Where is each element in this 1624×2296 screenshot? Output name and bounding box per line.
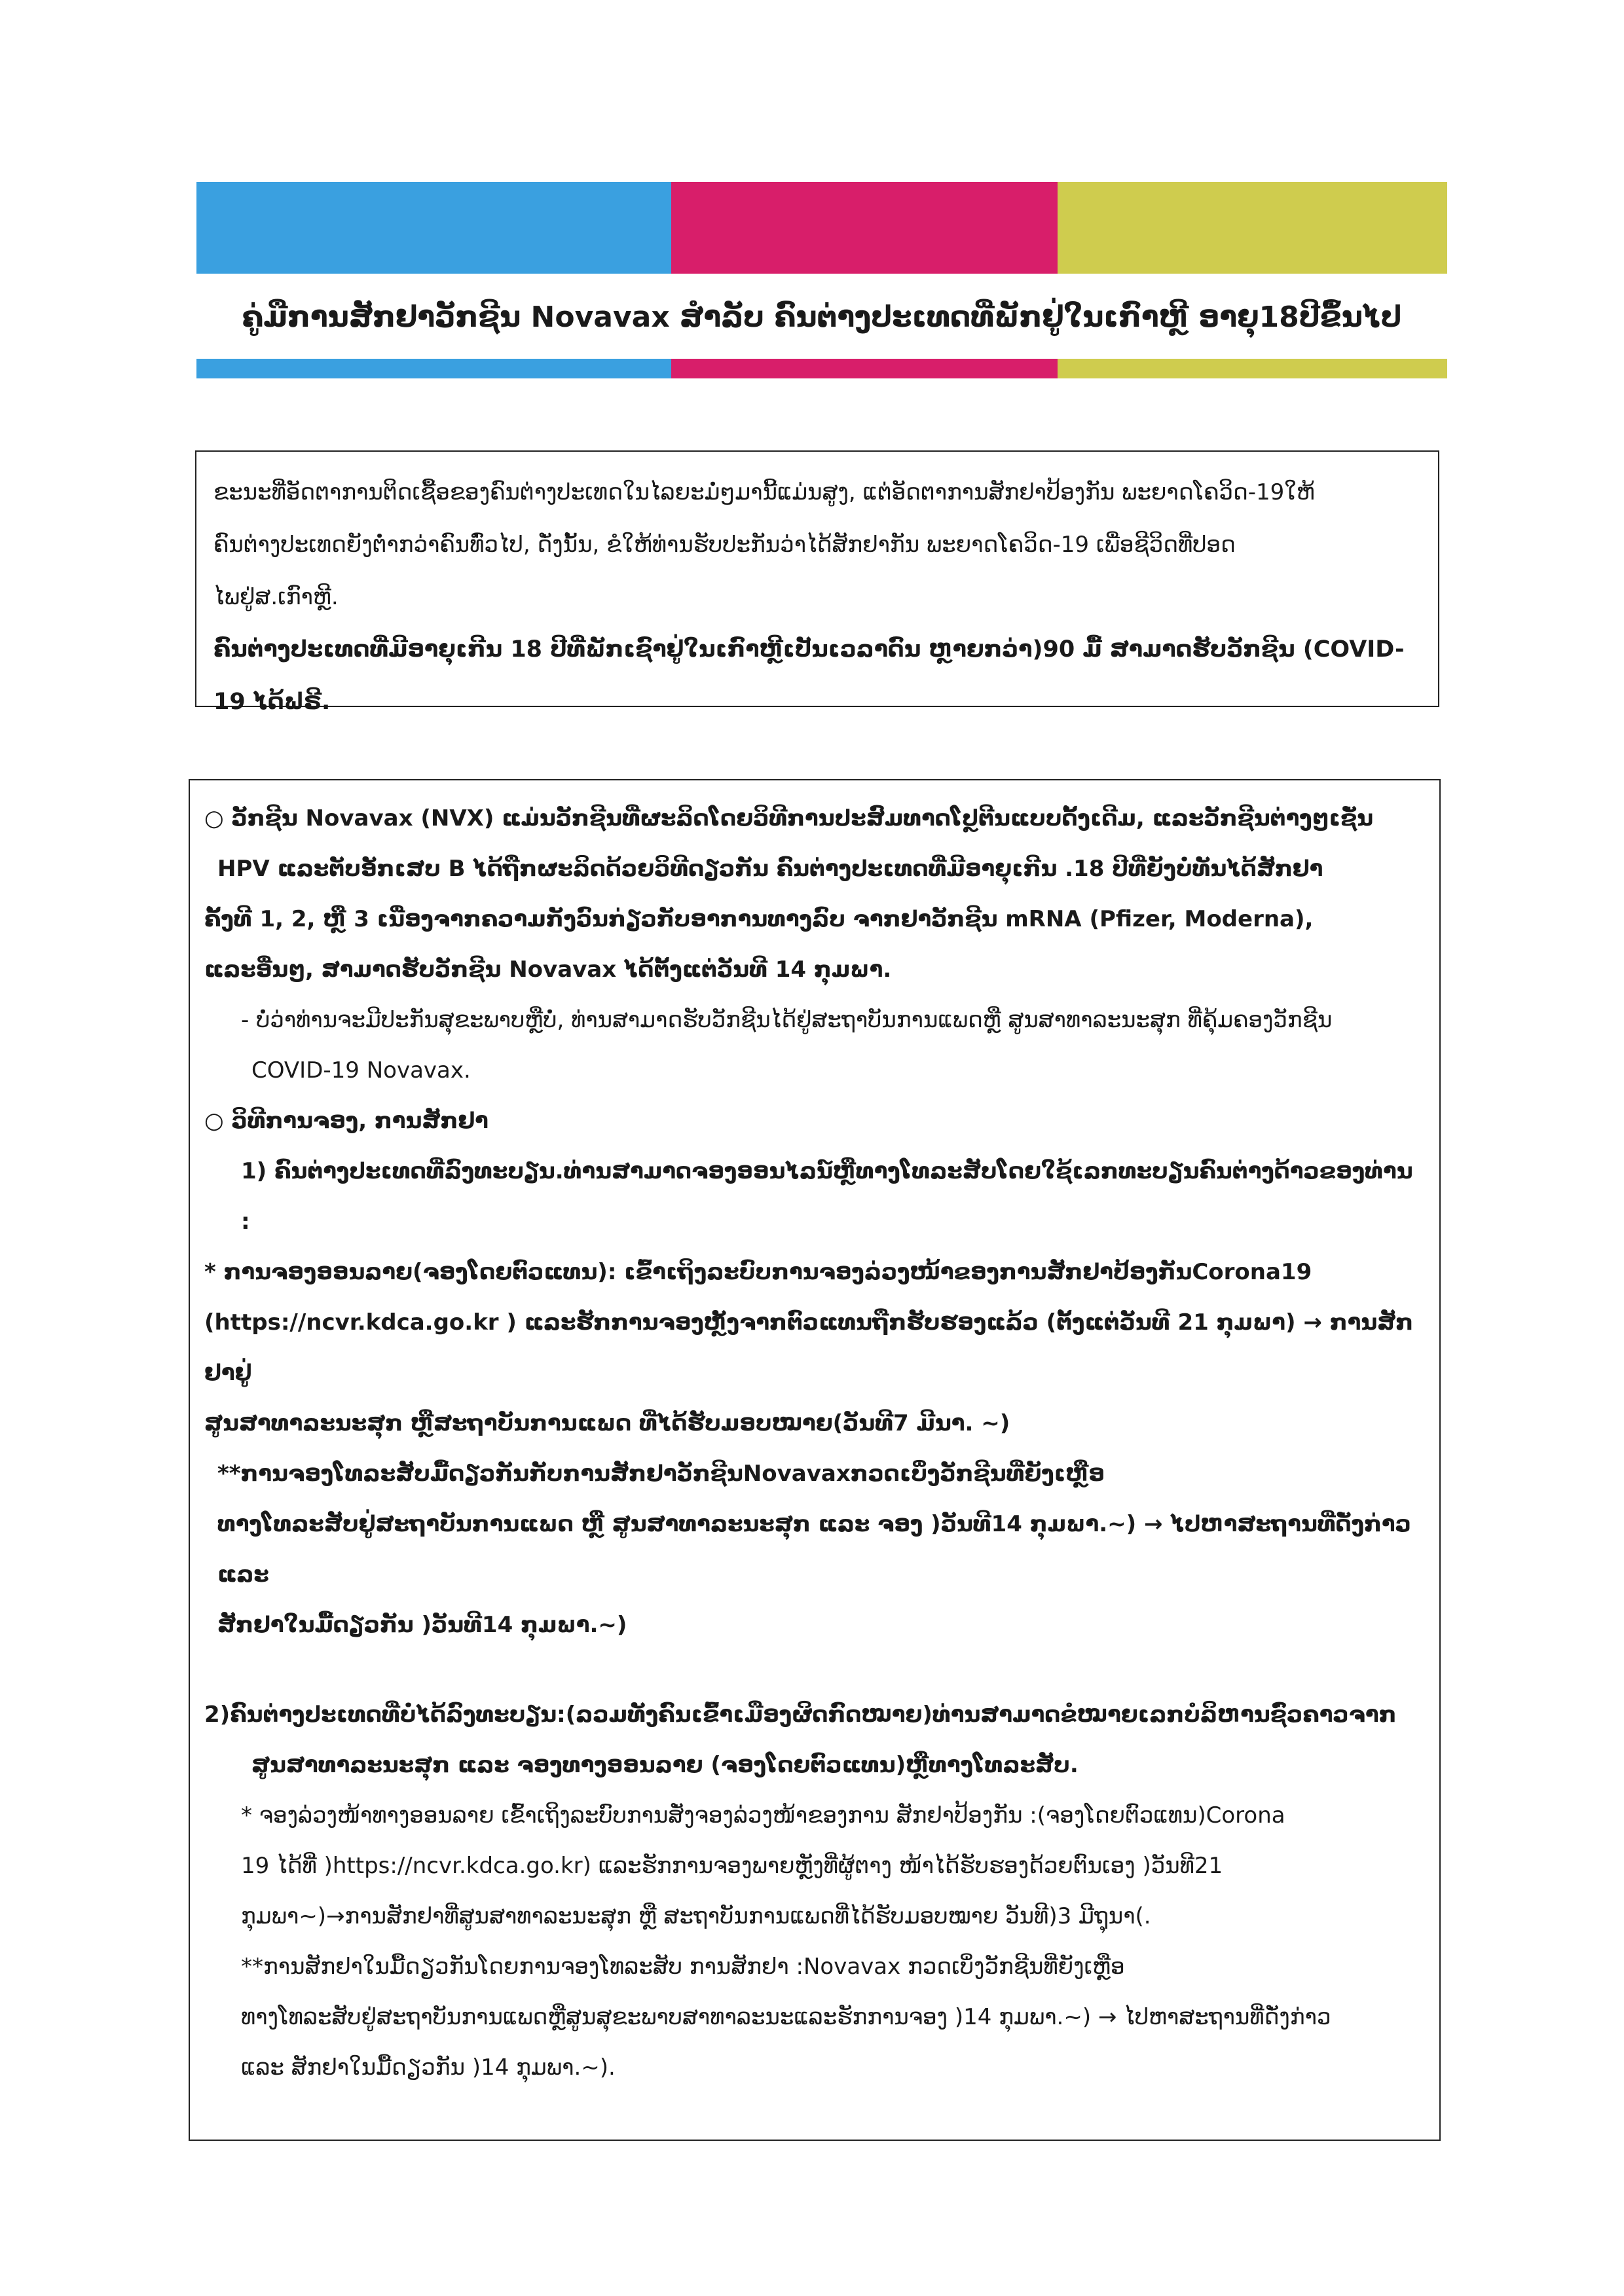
- intro-box: [195, 450, 1439, 715]
- step1-line: ສູນສາທາລະນະສຸກ ຫຼືສະຖາບັນການແພດ ທີ່ໄດ້ຮັບມອບໝາຍ(ວັນທີ7 ມີນາ. ~): [204, 1410, 1010, 1436]
- vaccine-info-line: HPV ແລະຕັບອັກເສບ B ໄດ້ຖືກຜະລິດດ້ວຍວິທີດຽວກັນ ຄົນຕ່າງປະເທດທີ່ມີອາຍຸເກີນ .18 ປີທີ່ຍັງບໍ່ທັນໄດ້ສັກຢາ: [217, 856, 1323, 882]
- band-blue: [196, 182, 671, 274]
- step2-line: 2)ຄົນຕ່າງປະເທດທີ່ບໍ່ໄດ້ລົງທະບຽນ:(ລວມທັງຄົນເຂົ້າເມືອງຜິດກົດໝາຍ)ທ່ານສາມາດຂໍໝາຍເລກບໍລິຫານຊົ່ວຄາວຈາກ: [204, 1702, 1397, 1728]
- header-underline-band: [196, 359, 1447, 378]
- step1-line: **ການຈອງໂທລະສັບມື້ດຽວກັນກັບການສັກຢາວັກຊີນNovavaxກວດເບິ່ງວັກຊີນທີ່ຍັງເຫຼືອ: [217, 1461, 1105, 1487]
- page-title: ຄູ່ມືການສັກຢາວັກຊີນ Novavax ສໍາລັບ ຄົນຕ່າງປະເທດທີ່ພັກຢູ່ໃນເກົາຫຼີ ອາຍຸ18ປີຂຶ້ນໄປ: [242, 301, 1402, 334]
- intro-line: ຄົນຕ່າງປະເທດຍັງຕໍ່າກວ່າຄົນທົ່ວໄປ, ດັ່ງນັ້ນ, ຂໍໃຫ້ທ່ານຮັບປະກັນວ່າໄດ້ສັກຢາກັນ ພະຍາດໂຄວິດ-19 ເພື່ອຊີວິດທີ່ປອດ: [213, 532, 1236, 558]
- step1-line: ສັກຢາໃນມື້ດຽວກັນ )ວັນທີ14 ກຸມພາ.~): [217, 1612, 627, 1638]
- header-color-band: [196, 182, 1447, 274]
- section-gap: [204, 1650, 1425, 1690]
- intro-eligibility: ຄົນຕ່າງປະເທດທີ່ມີອາຍຸເກີນ 18 ປີທີ່ພັກເຊົາຢູ່ໃນເກົາຫຼີເປັນເວລາດົນ ຫຼາຍກວ່າ)90 ມື້ ສາມາດຮັບວັກຊີນ (COVID-19 ໄດ້ຟຣີ.: [213, 636, 1405, 715]
- step1-line: 1) ຄົນຕ່າງປະເທດທີ່ລົງທະບຽນ.ທ່ານສາມາດຈອງອອນໄລນ໌ຫຼືທາງໂທລະສັບໂດຍໃຊ້ເລກທະບຽນຄົນຕ່າງດ້າວຂອງທ່ານ :: [241, 1158, 1413, 1235]
- step2-line: 19 ໄດ້ທີ່ )https://ncvr.kdca.go.kr) ແລະຮັກການຈອງພາຍຫຼັງທີ່ຜູ້ຕາງ ໜ້າໄດ້ຮັບຮອງດ້ວຍຕົນເອງ )ວັນທີ21: [241, 1853, 1223, 1879]
- insurance-note: - ບໍ່ວ່າທ່ານຈະມີປະກັນສຸຂະພາບຫຼືບໍ່, ທ່ານສາມາດຮັບວັກຊີນໄດ້ຢູ່ສະຖາບັນການແພດຫຼື ສູນສາທາລະນະສຸກ ທີ່ຄຸ້ມຄອງວັກຊີນ: [241, 1007, 1333, 1033]
- main-content-box: [189, 779, 1441, 2141]
- method-heading: ○ ວິທີການຈອງ, ການສັກຢາ: [204, 1108, 489, 1134]
- band-pink: [671, 182, 1058, 274]
- vaccine-info-line: ○ ວັກຊີນ Novavax (NVX) ແມ່ນວັກຊີນທີ່ຜະລິດໂດຍວິທີການປະສົມທາດໂປຼຕີນແບບດັ້ງເດີມ, ແລະວັກຊີນຕ່າງໆເຊັ່ນ: [204, 805, 1374, 831]
- step1-line: * ການຈອງອອນລາຍ(ຈອງໂດຍຕົວແທນ): ເຂົ້າເຖິງລະບົບການຈອງລ່ວງໜ້າຂອງການສັກຢາປ້ອງກັນCorona19: [204, 1259, 1312, 1285]
- intro-line: ໄພຢູ່ສ.ເກົາຫຼີ.: [213, 584, 339, 610]
- step2-line: ກຸມພາ~)→ການສັກຢາທີ່ສູນສາທາລະນະສຸກ ຫຼື ສະຖາບັນການແພດທີ່ໄດ້ຮັບມອບໝາຍ ວັນທີ)3 ມີຖຸນາ(.: [241, 1903, 1151, 1929]
- band-yellow: [1058, 182, 1447, 274]
- insurance-note: COVID-19 Novavax.: [251, 1057, 471, 1084]
- underline-pink: [671, 359, 1058, 378]
- step2-line: **ການສັກຢາໃນມື້ດຽວກັນໂດຍການຈອງໂທລະສັບ ການສັກຢາ :Novavax ກວດເບິ່ງວັກຊີນທີ່ຍັງເຫຼືອ: [241, 1954, 1125, 1980]
- step2-line: ແລະ ສັກຢາໃນມື້ດຽວກັນ )14 ກຸມພາ.~).: [241, 2054, 616, 2081]
- intro-line: ຂະນະທີ່ອັດຕາການຕິດເຊື້ອຂອງຄົນຕ່າງປະເທດໃນໄລຍະມໍ່ໆມານີ້ແມ່ນສູງ, ແຕ່ອັດຕາການສັກຢາປ້ອງກັນ ພະຍາດໂຄວິດ-19ໃຫ້: [213, 479, 1315, 505]
- step2-line: ທາງໂທລະສັບຢູ່ສະຖາບັນການແພດຫຼືສູນສຸຂະພາບສາທາລະນະແລະຮັກການຈອງ )14 ກຸມພາ.~) → ໄປຫາສະຖານທີ່ດັ່ງກ່າວ: [241, 2004, 1331, 2030]
- underline-blue: [196, 359, 671, 378]
- step1-line: (https://ncvr.kdca.go.kr ) ແລະຮັກການຈອງຫຼັງຈາກຕົວແທນຖືກຮັບຮອງແລ້ວ (ຕັ້ງແຕ່ວັນທີ 21 ກຸມພາ) → ການສັກຢາຢູ່: [204, 1309, 1414, 1386]
- step1-line: ທາງໂທລະສັບຢູ່ສະຖາບັນການແພດ ຫຼື ສູນສາທາລະນະສຸກ ແລະ ຈອງ )ວັນທີ14 ກຸມພາ.~) → ໄປຫາສະຖານທີ່ດັ່ງກ່າວ ແລະ: [217, 1511, 1411, 1588]
- step2-line: ສູນສາທາລະນະສຸກ ແລະ ຈອງທາງອອນລາຍ (ຈອງໂດຍຕົວແທນ)ຫຼືທາງໂທລະສັບ.: [251, 1752, 1079, 1778]
- step2-line: * ຈອງລ່ວງໜ້າທາງອອນລາຍ ເຂົ້າເຖິງລະບົບການສັ່ງຈອງລ່ວງໜ້າຂອງການ ສັກຢາປ້ອງກັນ :(ຈອງໂດຍຕົວແທນ)Corona: [241, 1802, 1285, 1829]
- vaccine-info-line: ຄັ້ງທີ 1, 2, ຫຼື 3 ເນື່ອງຈາກຄວາມກັງວົນກ່ຽວກັບອາການທາງລົບ ຈາກຢາວັກຊີນ mRNA (Pfizer, Moderna),: [204, 906, 1314, 932]
- vaccine-info-line: ແລະອື່ນໆ, ສາມາດຮັບວັກຊີນ Novavax ໄດ້ຕັ້ງແຕ່ວັນທີ 14 ກຸມພາ.: [204, 957, 892, 983]
- underline-yellow: [1058, 359, 1447, 378]
